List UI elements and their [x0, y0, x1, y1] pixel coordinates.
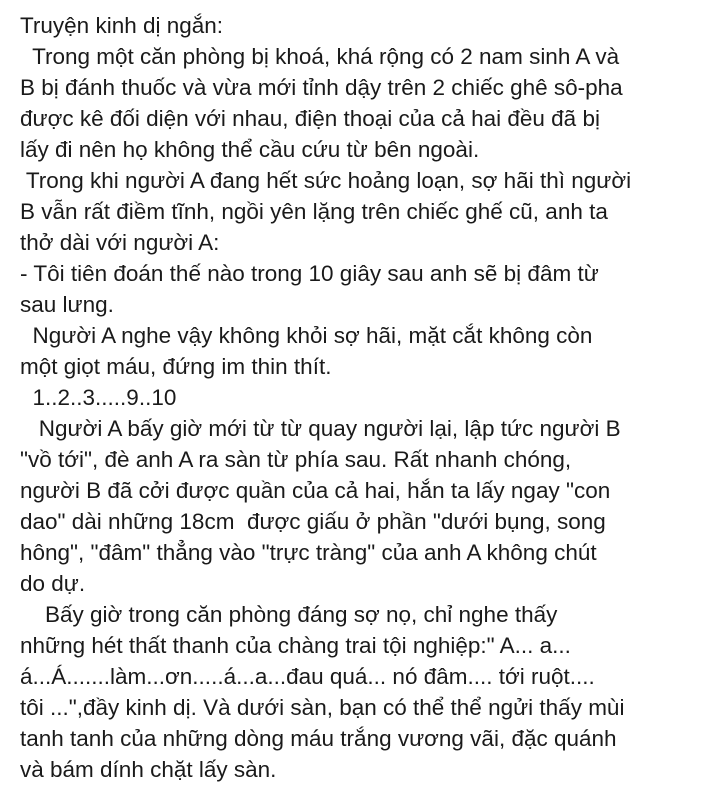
story-line: B bị đánh thuốc và vừa mới tỉnh dậy trên 2 chiếc ghê sô-pha	[20, 75, 623, 100]
story-line: - Tôi tiên đoán thế nào trong 10 giây sau anh sẽ bị đâm từ	[20, 261, 599, 286]
story-line: Trong một căn phòng bị khoá, khá rộng có 2 nam sinh A và	[20, 44, 620, 69]
story-title: Truyện kinh dị ngắn:	[20, 13, 224, 38]
story-line: tôi ...",đầy kinh dị. Và dưới sàn, bạn có thể thể ngửi thấy mùi	[20, 695, 625, 720]
story-line: một giọt máu, đứng im thin thít.	[20, 354, 332, 379]
story-line: lấy đi nên họ không thể cầu cứu từ bên ngoài.	[20, 137, 480, 162]
story-line: Trong khi người A đang hết sức hoảng loạn, sợ hãi thì người	[20, 168, 632, 193]
story-line: "vồ tới", đè anh A ra sàn từ phía sau. Rất nhanh chóng,	[20, 447, 572, 472]
story-line: thở dài với người A:	[20, 230, 220, 255]
story-line: do dự.	[20, 571, 86, 596]
story-line: 1..2..3.....9..10	[20, 385, 177, 410]
story-line: và bám dính chặt lấy sàn.	[20, 757, 277, 782]
story-line: Bấy giờ trong căn phòng đáng sợ nọ, chỉ nghe thấy	[20, 602, 558, 627]
story-line: người B đã cởi được quần của cả hai, hắn ta lấy ngay "con	[20, 478, 611, 503]
story-line: tanh tanh của những dòng máu trắng vương vãi, đặc quánh	[20, 726, 617, 751]
story-line: được kê đối diện với nhau, điện thoại của cả hai đều đã bị	[20, 106, 600, 131]
story-line: dao" dài những 18cm được giấu ở phần "dưới bụng, song	[20, 509, 606, 534]
story-line: á...Á.......làm...ơn.....á...a...đau quá... nó đâm.... tới ruột....	[20, 664, 595, 689]
story-line: hông", "đâm" thẳng vào "trực tràng" của anh A không chút	[20, 540, 597, 565]
story-line: Người A nghe vậy không khỏi sợ hãi, mặt cắt không còn	[20, 323, 593, 348]
story-line: B vẫn rất điềm tĩnh, ngồi yên lặng trên chiếc ghế cũ, anh ta	[20, 199, 608, 224]
story-line: những hét thất thanh của chàng trai tội nghiệp:" A... a...	[20, 633, 571, 658]
story-line: Người A bấy giờ mới từ từ quay người lại, lập tức người B	[20, 416, 621, 441]
story-line: sau lưng.	[20, 292, 114, 317]
